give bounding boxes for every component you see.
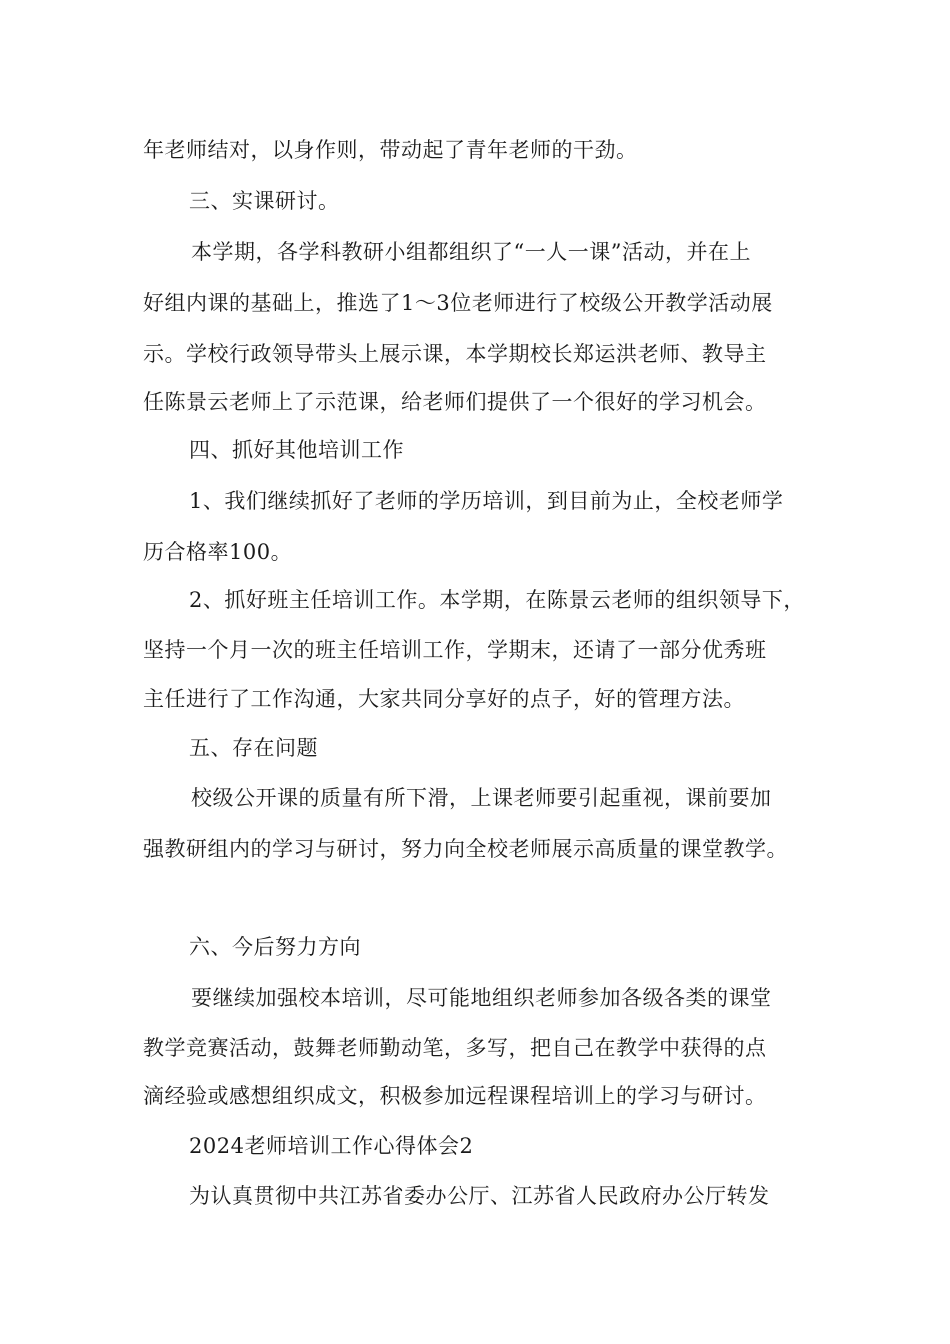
body-text-line: 历合格率100。	[143, 540, 293, 564]
body-text-line: 1、我们继续抓好了老师的学历培训，到目前为止，全校老师学	[189, 489, 784, 513]
body-text-line: 主任进行了工作沟通，大家共同分享好的点子，好的管理方法。	[143, 687, 745, 711]
body-text-line: 示。学校行政领导带头上展示课，本学期校长郑运洪老师、教导主	[143, 342, 767, 366]
body-text-line: 为认真贯彻中共江苏省委办公厅、江苏省人民政府办公厅转发	[189, 1184, 770, 1208]
body-text-line: 年老师结对，以身作则，带动起了青年老师的干劲。	[143, 138, 638, 162]
section-heading: 四、抓好其他培训工作	[189, 438, 404, 462]
document-subtitle: 2024老师培训工作心得体会2	[189, 1134, 474, 1158]
section-heading: 六、今后努力方向	[189, 935, 361, 959]
body-text-line: 强教研组内的学习与研讨，努力向全校老师展示高质量的课堂教学。	[143, 837, 788, 861]
body-text-line: 校级公开课的质量有所下滑，上课老师要引起重视，课前要加	[191, 786, 772, 810]
section-heading: 五、存在问题	[189, 736, 318, 760]
body-text-line: 教学竞赛活动，鼓舞老师勤动笔，多写，把自己在教学中获得的点	[143, 1036, 767, 1060]
body-text-line: 任陈景云老师上了示范课，给老师们提供了一个很好的学习机会。	[143, 390, 767, 414]
body-text-line: 滴经验或感想组织成文，积极参加远程课程培训上的学习与研讨。	[143, 1084, 767, 1108]
section-heading: 三、实课研讨。	[189, 189, 340, 213]
body-text-line: 好组内课的基础上，推选了1～3位老师进行了校级公开教学活动展	[143, 291, 773, 315]
body-text-line: 本学期，各学科教研小组都组织了“一人一课”活动，并在上	[191, 240, 751, 264]
body-text-line: 要继续加强校本培训，尽可能地组织老师参加各级各类的课堂	[191, 986, 772, 1010]
body-text-line: 2、抓好班主任培训工作。本学期，在陈景云老师的组织领导下，	[189, 588, 805, 612]
body-text-line: 坚持一个月一次的班主任培训工作，学期末，还请了一部分优秀班	[143, 638, 767, 662]
